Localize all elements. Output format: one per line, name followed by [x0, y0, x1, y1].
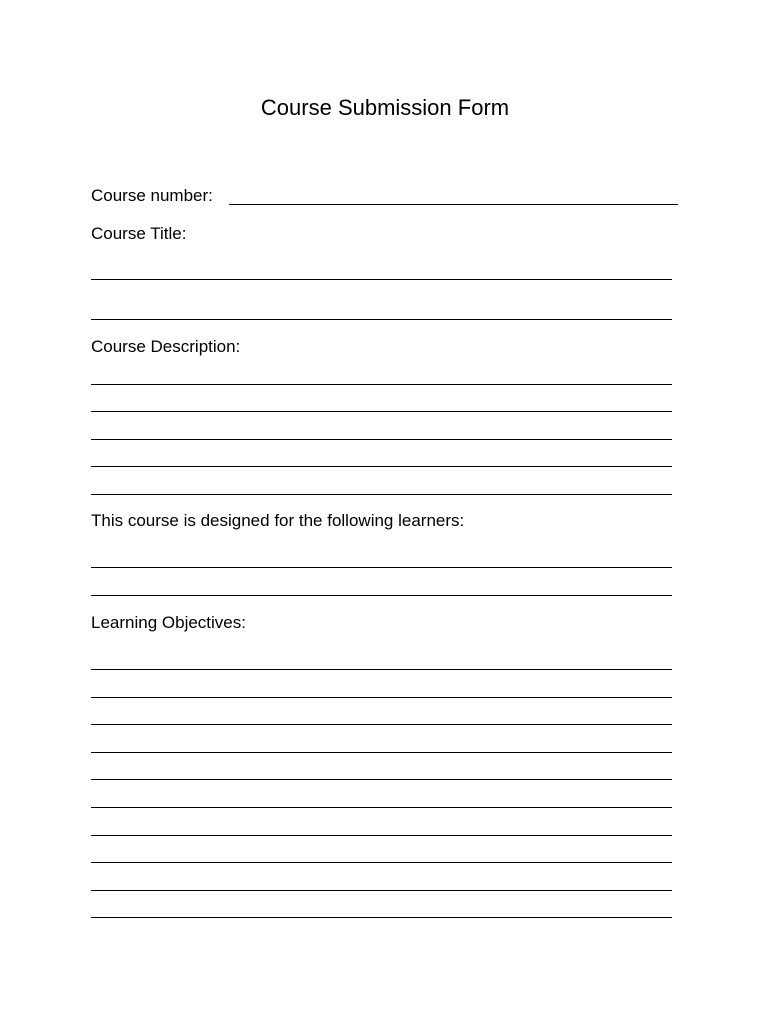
learning-objectives-line[interactable] — [91, 779, 672, 780]
learning-objectives-line[interactable] — [91, 697, 672, 698]
learning-objectives-line[interactable] — [91, 669, 672, 670]
course-description-line[interactable] — [91, 494, 672, 495]
course-description-line[interactable] — [91, 384, 672, 385]
learning-objectives-label: Learning Objectives: — [91, 613, 246, 632]
course-number-label: Course number: — [91, 186, 213, 205]
learners-line[interactable] — [91, 595, 672, 596]
course-description-label: Course Description: — [91, 337, 241, 356]
learning-objectives-line[interactable] — [91, 917, 672, 918]
learning-objectives-line[interactable] — [91, 862, 672, 863]
course-description-line[interactable] — [91, 466, 672, 467]
course-number-field[interactable] — [229, 204, 678, 205]
learning-objectives-line[interactable] — [91, 724, 672, 725]
learners-label: This course is designed for the following learners: — [91, 511, 465, 530]
course-title-line[interactable] — [91, 279, 672, 280]
course-title-label: Course Title: — [91, 224, 187, 243]
learning-objectives-line[interactable] — [91, 807, 672, 808]
course-description-line[interactable] — [91, 411, 672, 412]
learning-objectives-line[interactable] — [91, 752, 672, 753]
page-title: Course Submission Form — [260, 95, 510, 120]
learning-objectives-line[interactable] — [91, 835, 672, 836]
learners-line[interactable] — [91, 567, 672, 568]
course-description-line[interactable] — [91, 439, 672, 440]
learning-objectives-line[interactable] — [91, 890, 672, 891]
course-title-line[interactable] — [91, 319, 672, 320]
